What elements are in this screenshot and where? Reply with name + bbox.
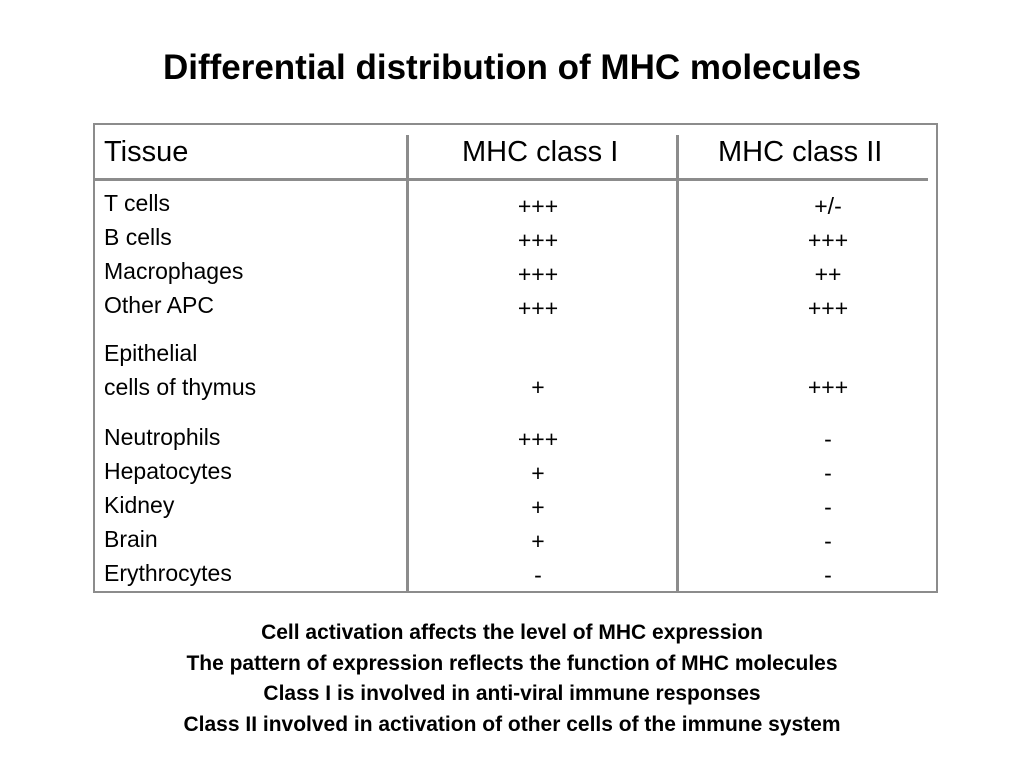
header-mhc-class-i: MHC class I (462, 136, 619, 168)
tissue-cell: Hepatocytes (104, 458, 232, 484)
header-divider (95, 178, 928, 181)
header-tissue: Tissue (104, 136, 189, 168)
column-divider (406, 135, 409, 591)
mhc-distribution-table (93, 123, 938, 593)
class-i-cell: +++ (517, 426, 559, 452)
class-i-cell: + (531, 374, 545, 400)
class-ii-cell: - (824, 562, 832, 588)
class-ii-cell: +++ (807, 295, 849, 321)
class-i-cell: + (531, 460, 545, 486)
tissue-cell: Kidney (104, 492, 175, 518)
tissue-group-2 (104, 336, 256, 404)
class-ii-cell: - (824, 460, 832, 486)
class-ii-cell: +/- (814, 193, 842, 219)
note-line: Class I is involved in anti-viral immune responses (263, 682, 761, 705)
tissue-cell: Macrophages (104, 258, 244, 284)
tissue-group-3 (104, 420, 232, 590)
class-ii-cell: - (824, 426, 832, 452)
note-line: Cell activation affects the level of MHC expression (261, 621, 763, 644)
tissue-cell: T cells (104, 190, 171, 216)
slide-title: Differential distribution of MHC molecules (162, 48, 862, 87)
column-divider (676, 135, 679, 591)
class-i-cell: +++ (517, 227, 559, 253)
tissue-group-1 (104, 186, 243, 322)
class-i-cell: - (534, 562, 542, 588)
note-line: Class II involved in activation of other cells of the immune system (183, 712, 841, 736)
class-ii-cell: +++ (807, 374, 849, 400)
tissue-cell: Brain (104, 526, 158, 552)
tissue-cell: Epithelial (104, 340, 198, 366)
note-line: The pattern of expression reflects the function of MHC molecules (186, 651, 838, 675)
class-ii-cell: - (824, 494, 832, 520)
class-i-cell: +++ (517, 261, 559, 287)
class-i-cell: +++ (517, 295, 559, 321)
class-ii-group-1 (783, 189, 873, 325)
tissue-cell: Neutrophils (104, 424, 221, 450)
tissue-cell: Erythrocytes (104, 560, 232, 586)
tissue-cell: Other APC (104, 292, 214, 318)
summary-notes (0, 618, 1024, 740)
class-ii-group-2 (783, 370, 873, 404)
tissue-cell: B cells (104, 224, 172, 250)
header-mhc-class-ii: MHC class II (718, 136, 883, 168)
class-i-cell: + (531, 528, 545, 554)
class-ii-cell: - (824, 528, 832, 554)
class-i-cell: +++ (517, 193, 559, 219)
class-i-group-3 (493, 422, 583, 592)
class-i-group-1 (493, 189, 583, 325)
class-ii-cell: +++ (807, 227, 849, 253)
tissue-cell: cells of thymus (104, 374, 257, 400)
class-ii-cell: ++ (814, 261, 842, 287)
class-i-group-2 (493, 370, 583, 404)
class-ii-group-3 (783, 422, 873, 592)
class-i-cell: + (531, 494, 545, 520)
